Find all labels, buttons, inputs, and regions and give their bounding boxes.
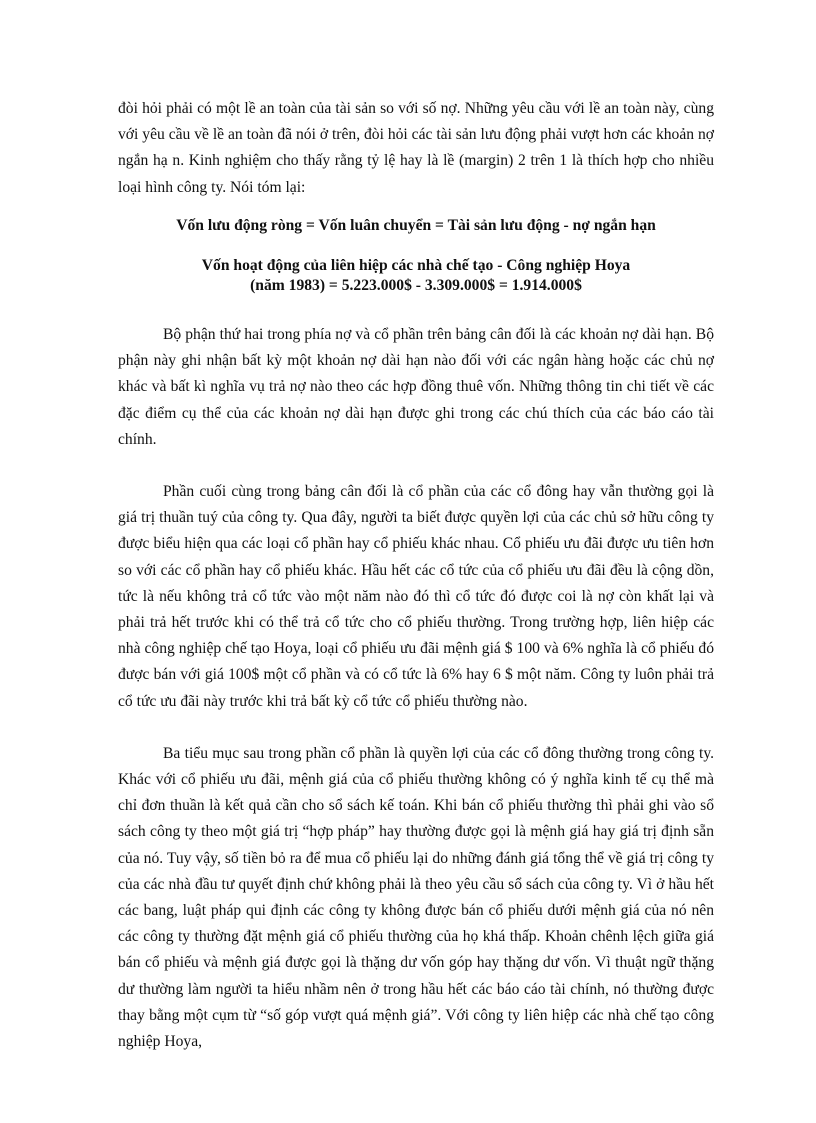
long-term-debt-paragraph: Bộ phận thứ hai trong phía nợ và cổ phần trên bảng cân đối là các khoản nợ dài hạn. Bộ phận này ghi nhận bất kỳ một khoản nợ dài hạn nào đối với các ngân hàng hoặc các chủ nợ khác và bất kì nghĩa vụ trả nợ nào theo các hợp đồng thuê vốn. Những thông tin chi tiết về các đặc điểm cụ thể của các khoản nợ dài hạn được ghi trong các chú thích của các báo cáo tài chính. bbox=[118, 326, 714, 448]
hoya-formula-line-1: Vốn hoạt động của liên hiệp các nhà chế tạo - Công nghiệp Hoya bbox=[201, 257, 631, 275]
shareholder-equity-paragraph: Phần cuối cùng trong bảng cân đối là cổ phần của các cổ đông hay vẫn thường gọi là giá trị thuần tuý của công ty. Qua đây, người ta biết được quyền lợi của các chủ sở hữu công ty được biểu hiện qua các loại cổ phần hay cổ phiếu khác nhau. Cổ phiếu ưu đãi được ưu tiên hơn so với các cổ phần hay cổ phiếu khác. Hầu hết các cổ tức của cổ phiếu ưu đãi đều là cộng dồn, tức là nếu không trả cổ tức vào một năm nào đó thì cổ tức đó được coi là nợ còn khất lại và phải trả hết trước khi có thể trả cổ tức cho cổ phiếu thường. Trong trường hợp, liên hiệp các nhà công nghiệp chế tạo Hoya, loại cổ phiếu ưu đãi mệnh giá $ 100 và 6% nghĩa là cổ phiếu đó được bán với giá 100$ một cổ phần và có cổ tức là 6% hay 6 $ một năm. Công ty luôn phải trả cổ tức ưu đãi này trước khi trả bất kỳ cổ tức cổ phiếu thường nào. bbox=[118, 483, 714, 710]
hoya-working-capital-formula bbox=[118, 256, 714, 296]
hoya-formula-line-2: (năm 1983) = 5.223.000$ - 3.309.000$ = 1.914.000$ bbox=[250, 277, 582, 295]
intro-paragraph: đòi hỏi phải có một lề an toàn của tài sản so với số nợ. Những yêu cầu với lề an toàn này, cùng với yêu cầu về lề an toàn đã nói ở trên, đòi hỏi các tài sản lưu động phải vượt hơn các khoản nợ ngắn hạ n. Kinh nghiệm cho thấy rằng tỷ lệ hay là lề (margin) 2 trên 1 là thích hợp cho nhiều loại hình công ty. Nói tóm lại: bbox=[118, 100, 714, 196]
document-page bbox=[118, 96, 714, 1055]
common-stock-paragraph: Ba tiểu mục sau trong phần cổ phần là quyền lợi của các cổ đông thường trong công ty. Khác với cổ phiếu ưu đãi, mệnh giá của cổ phiếu thường không có ý nghĩa kinh tế cụ thể mà chỉ đơn thuần là kết quả cần cho sổ sách kế toán. Khi bán cổ phiếu thường thì phải ghi vào sổ sách công ty theo một giá trị “hợp pháp” hay thường được gọi là mệnh giá hay giá trị định sẵn của nó. Tuy vậy, số tiền bỏ ra để mua cổ phiếu lại do những đánh giá tổng thể về giá trị công ty của các nhà đầu tư quyết định chứ không phải là theo yêu cầu sổ sách của công ty. Vì ở hầu hết các bang, luật pháp qui định các công ty không được bán cổ phiếu dưới mệnh giá của nó nên các công ty thường đặt mệnh giá cổ phiếu thường của họ khá thấp. Khoản chênh lệch giữa giá bán cổ phiếu và mệnh giá được gọi là thặng dư vốn góp hay thặng dư vốn. Vì thuật ngữ thặng dư thường làm người ta hiểu nhầm nên ở trong hầu hết các báo cáo tài chính, nó thường được thay bằng một cụm từ “số góp vượt quá mệnh giá”. Với công ty liên hiệp các nhà chế tạo công nghiệp Hoya, bbox=[118, 744, 714, 1051]
net-working-capital-formula: Vốn lưu động ròng = Vốn luân chuyển = Tài sản lưu động - nợ ngắn hạn bbox=[176, 216, 656, 234]
